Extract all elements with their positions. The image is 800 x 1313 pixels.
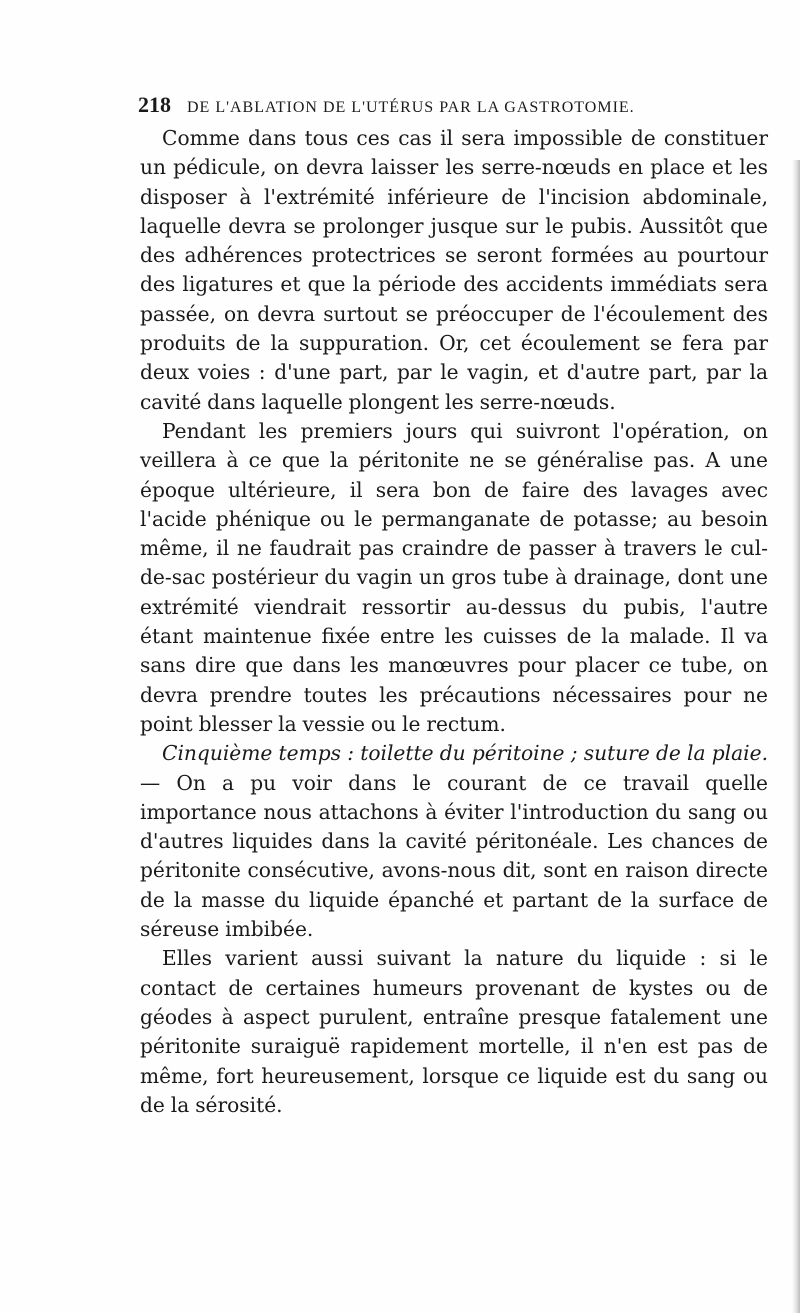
page-edge-shadow [792,160,800,1313]
section-heading: Cinquième temps : toilette du péritoine ; suture de la plaie. [162,741,768,766]
running-title: DE L'ABLATION DE L'UTÉRUS PAR LA GASTROTOMIE. [187,99,635,116]
text-block [140,92,768,1120]
paragraph-3 [140,739,768,944]
paragraph-2: Pendant les premiers jours qui suivront l'opération, on veillera à ce que la péritonite ne se généralise pas. A une époque ultérieure, il sera bon de faire des lavages avec l'acide phénique ou le permanganate de potasse; au besoin même, il ne faudrait pas craindre de passer à travers le cul-de-sac postérieur du vagin un gros tube à drainage, dont une extrémité viendrait ressortir au-dessus du pubis, l'autre étant maintenue fixée entre les cuisses de la malade. Il va sans dire que dans les manœuvres pour placer ce tube, on devra prendre toutes les précautions nécessaires pour ne point blesser la vessie ou le rectum. [140,418,768,736]
paragraph-1: Comme dans tous ces cas il sera impossible de constituer un pédicule, on devra laisser les serre-nœuds en place et les disposer à l'extrémité inférieure de l'incision abdominale, laquelle devra se prolonger jusque sur le pubis. Aussitôt que des adhérences protectrices se seront formées au pourtour des ligatures et que la période des accidents immédiats sera passée, on devra surtout se préoccuper de l'écoulement des produits de la suppuration. Or, cet écoulement se fera par deux voies : d'une part, par le vagin, et d'autre part, par la cavité dans laquelle plongent les serre-nœuds. [140,126,768,414]
page-number: 218 [138,92,171,117]
running-head [138,92,768,124]
paragraph-3-body: — On a pu voir dans le courant de ce travail quelle importance nous attachons à éviter l'introduction du sang ou d'autres liquides dans la cavité péritonéale. Les chances de péritonite consécutive, avons-nous dit, sont en raison directe de la masse du liquide épanché et partant de la surface de séreuse imbibée. [140,770,768,942]
paragraph-4: Elles varient aussi suivant la nature du liquide : si le contact de certaines humeurs provenant de kystes ou de géodes à aspect purulent, entraîne presque fatalement une péritonite suraiguë rapidement mortelle, il n'en est pas de même, fort heureusement, lorsque ce liquide est du sang ou de la sérosité. [140,946,768,1117]
